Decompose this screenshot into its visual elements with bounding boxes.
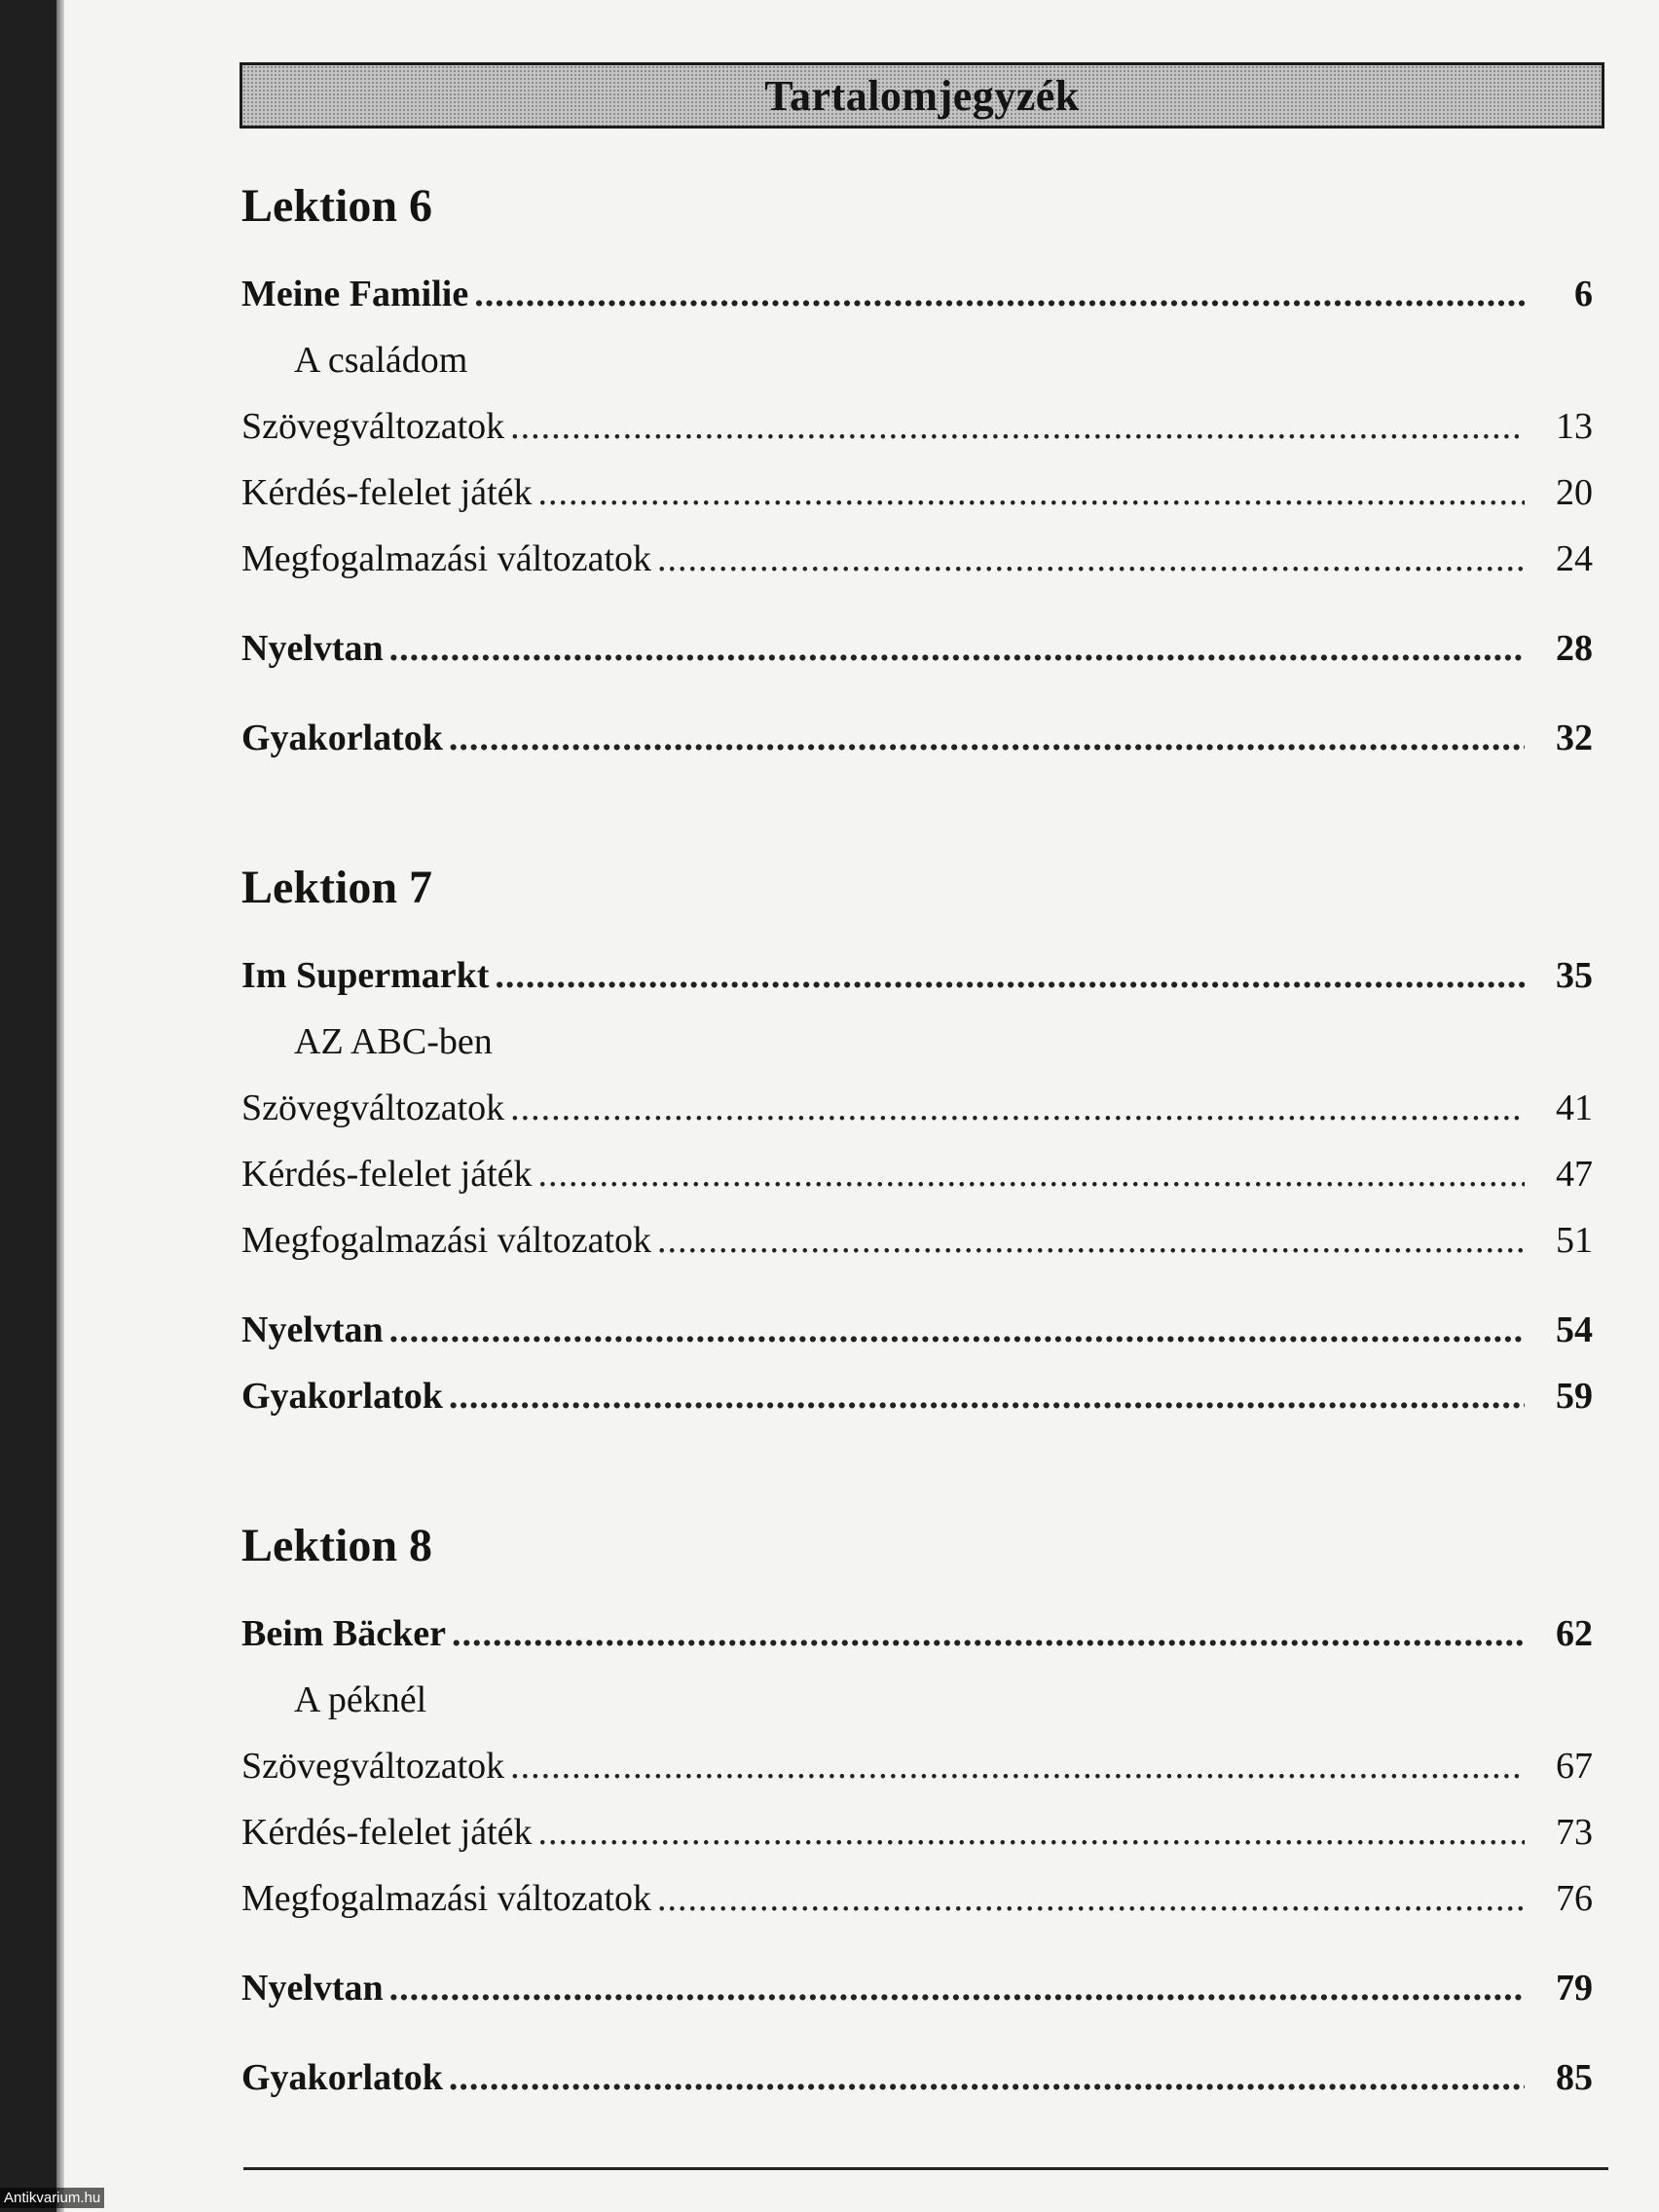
page-number: 24: [1556, 538, 1593, 579]
toc-entry[interactable]: [241, 393, 1593, 460]
dot-leader: [389, 1297, 1525, 1363]
dot-leader: [538, 460, 1525, 526]
page-number: 67: [1556, 1746, 1593, 1787]
footer-rule: [243, 2167, 1608, 2170]
entry-label: Gyakorlatok: [241, 718, 443, 758]
watermark: Antikvarium.hu: [0, 2188, 104, 2208]
book-spine: [0, 0, 60, 2212]
page-number: 51: [1556, 1220, 1593, 1261]
page-number: 28: [1556, 628, 1593, 669]
lesson-subtitle: A péknél: [294, 1679, 427, 1720]
toc-entry-main[interactable]: [241, 1601, 1593, 1667]
dot-leader: [389, 1955, 1525, 2021]
lesson-block-8: [241, 1515, 1593, 2111]
page-number: 76: [1556, 1878, 1593, 1919]
entry-label: Megfogalmazási változatok: [241, 1220, 652, 1261]
dot-leader: [510, 1733, 1525, 1799]
entry-label: Meine Familie: [241, 274, 469, 314]
lesson-subtitle: AZ ABC-ben: [294, 1021, 493, 1062]
entry-label: Gyakorlatok: [241, 2057, 443, 2098]
entry-label: Gyakorlatok: [241, 1376, 443, 1417]
toc-entry[interactable]: [241, 1075, 1593, 1141]
entry-label: Megfogalmazási változatok: [241, 1878, 652, 1919]
page-number: 20: [1556, 472, 1593, 513]
toc-entry[interactable]: [241, 1865, 1593, 1932]
dot-leader: [538, 1799, 1525, 1865]
dot-leader: [389, 615, 1525, 682]
toc-entry-main[interactable]: [241, 942, 1593, 1009]
page-number: 62: [1556, 1613, 1593, 1654]
toc-entry[interactable]: [241, 1733, 1593, 1799]
lesson-title: Lektion 7: [241, 862, 433, 913]
page-number: 13: [1556, 406, 1593, 447]
page-number: 35: [1556, 955, 1593, 996]
toc-entry-main[interactable]: [241, 261, 1593, 327]
lesson-title: Lektion 8: [241, 1520, 433, 1571]
page-number: 59: [1556, 1376, 1593, 1417]
dot-leader: [657, 1207, 1525, 1273]
entry-label: Nyelvtan: [241, 1309, 384, 1350]
dot-leader: [449, 2045, 1525, 2111]
dot-leader: [449, 1363, 1525, 1429]
dot-leader: [510, 393, 1525, 460]
toc-entry-grammar[interactable]: [241, 1955, 1593, 2021]
header-bar: [240, 62, 1604, 129]
entry-label: Im Supermarkt: [241, 955, 490, 996]
toc-entry[interactable]: [241, 1141, 1593, 1207]
entry-label: Beim Bäcker: [241, 1613, 447, 1654]
dot-leader: [510, 1075, 1525, 1141]
toc-entry-grammar[interactable]: [241, 615, 1593, 682]
dot-leader: [657, 1865, 1525, 1932]
entry-label: Szövegváltozatok: [241, 406, 505, 447]
toc-entry[interactable]: [241, 1799, 1593, 1865]
entry-label: Megfogalmazási változatok: [241, 538, 652, 579]
dot-leader: [495, 942, 1525, 1009]
page-number: 73: [1556, 1812, 1593, 1853]
dot-leader: [538, 1141, 1525, 1207]
page-number: 54: [1556, 1309, 1593, 1350]
lesson-block-6: [241, 175, 1593, 771]
dot-leader: [449, 705, 1525, 771]
entry-label: Kérdés-felelet játék: [241, 1812, 533, 1853]
dot-leader: [474, 261, 1525, 327]
toc-entry-exercises[interactable]: [241, 2045, 1593, 2111]
dot-leader: [657, 526, 1525, 592]
entry-label: Szövegváltozatok: [241, 1746, 505, 1787]
page-number: 41: [1556, 1088, 1593, 1128]
entry-label: Szövegváltozatok: [241, 1088, 505, 1128]
dot-leader: [452, 1601, 1525, 1667]
toc-entry-grammar[interactable]: [241, 1297, 1593, 1363]
toc-entry[interactable]: [241, 526, 1593, 592]
page-title: Tartalomjegyzék: [764, 71, 1080, 120]
page-number: 32: [1556, 718, 1593, 758]
table-of-contents: [241, 175, 1593, 2111]
page-number: 47: [1556, 1154, 1593, 1195]
entry-label: Kérdés-felelet játék: [241, 472, 533, 513]
lesson-subtitle: A családom: [294, 340, 468, 381]
toc-entry-exercises[interactable]: [241, 705, 1593, 771]
page-number: 79: [1556, 1968, 1593, 2009]
entry-label: Kérdés-felelet játék: [241, 1154, 533, 1195]
page-number: 85: [1556, 2057, 1593, 2098]
toc-entry-exercises[interactable]: [241, 1363, 1593, 1429]
entry-label: Nyelvtan: [241, 628, 384, 669]
lesson-block-7: [241, 857, 1593, 1429]
toc-entry[interactable]: [241, 1207, 1593, 1273]
entry-label: Nyelvtan: [241, 1968, 384, 2009]
page-edge: [56, 0, 64, 2212]
lesson-title: Lektion 6: [241, 180, 433, 232]
toc-entry[interactable]: [241, 460, 1593, 526]
page-number: 6: [1574, 274, 1593, 314]
